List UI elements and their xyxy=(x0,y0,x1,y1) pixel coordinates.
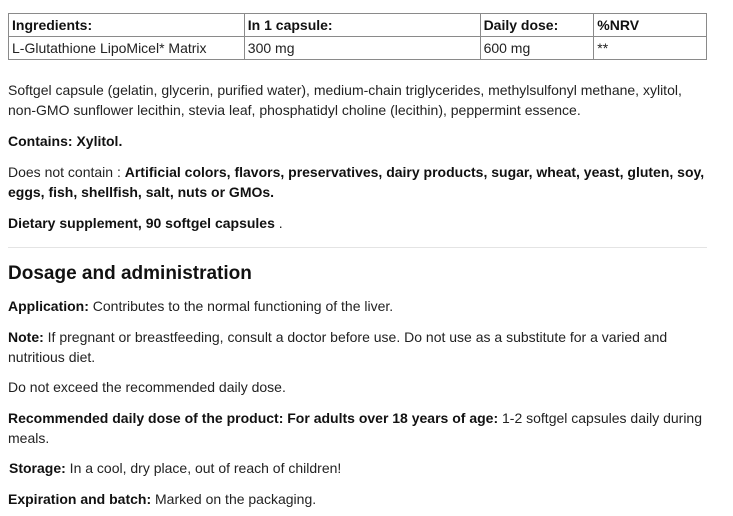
note-line xyxy=(8,327,708,367)
dose-line xyxy=(8,408,708,448)
dose-text: 1-2 softgel capsules daily during meals. xyxy=(8,410,703,446)
section-divider xyxy=(8,247,707,248)
storage-line xyxy=(9,458,341,478)
note-label: Note: xyxy=(8,329,44,345)
storage-text: In a cool, dry place, out of reach of children! xyxy=(65,460,342,476)
application-label: Application: xyxy=(8,298,89,314)
table-cell: L-Glutathione LipoMicel* Matrix xyxy=(9,37,245,60)
product-info xyxy=(8,13,708,507)
expiration-text: Marked on the packaging. xyxy=(151,491,317,507)
dose-label: Recommended daily dose of the product: For adults over 18 years of age: xyxy=(8,410,499,426)
not-contain-label: Does not contain xyxy=(8,164,114,180)
storage-label: Storage: xyxy=(9,460,66,476)
table-cell: ** xyxy=(594,37,707,60)
contains-line xyxy=(8,131,122,151)
dietary-label: Dietary supplement, 90 softgel capsules xyxy=(8,215,275,231)
table-header-cell: %NRV xyxy=(594,14,707,37)
application-text: Contributes to the normal functioning of the liver. xyxy=(88,298,394,314)
section-title: Dosage and administration xyxy=(8,263,252,284)
not-contain-line: Does not contain : Artificial colors, flavors, preservatives, dairy products, sugar, wheat, yeast, gluten, soy, eggs, fish, shellfish, salt, nuts or GMOs. xyxy=(8,164,705,200)
dietary-line xyxy=(8,213,283,233)
ingredients-table xyxy=(8,13,707,60)
table-header-cell: In 1 capsule: xyxy=(244,14,480,37)
expiration-line xyxy=(8,489,316,509)
not-contain-text: Artificial colors, flavors, preservatives, dairy products, sugar, wheat, yeast, gluten, soy, eggs, fish, shellfish, salt, nuts or GMOs. xyxy=(8,164,705,200)
table-row xyxy=(9,37,707,60)
note-text: If pregnant or breastfeeding, consult a doctor before use. Do not use as a substitute for a varied and nutritious diet. xyxy=(8,329,668,365)
table-cell: 300 mg xyxy=(244,37,480,60)
dietary-suffix: . xyxy=(274,215,283,231)
table-header-cell: Ingredients: xyxy=(9,14,245,37)
table-header-cell: Daily dose: xyxy=(480,14,594,37)
table-cell: 600 mg xyxy=(480,37,594,60)
contains-label: Contains: Xylitol. xyxy=(8,133,123,149)
exceed-line: Do not exceed the recommended daily dose. xyxy=(8,379,286,395)
ingredients-text: Softgel capsule (gelatin, glycerin, purified water), medium-chain triglycerides, methylsulfonyl methane, xylitol, non-GMO sunflower lecithin, stevia leaf, phosphatidyl choline (lecithin), peppermint essence. xyxy=(8,82,682,118)
expiration-label: Expiration and batch: xyxy=(8,491,152,507)
table-header-row xyxy=(9,14,707,37)
application-line xyxy=(8,296,393,316)
